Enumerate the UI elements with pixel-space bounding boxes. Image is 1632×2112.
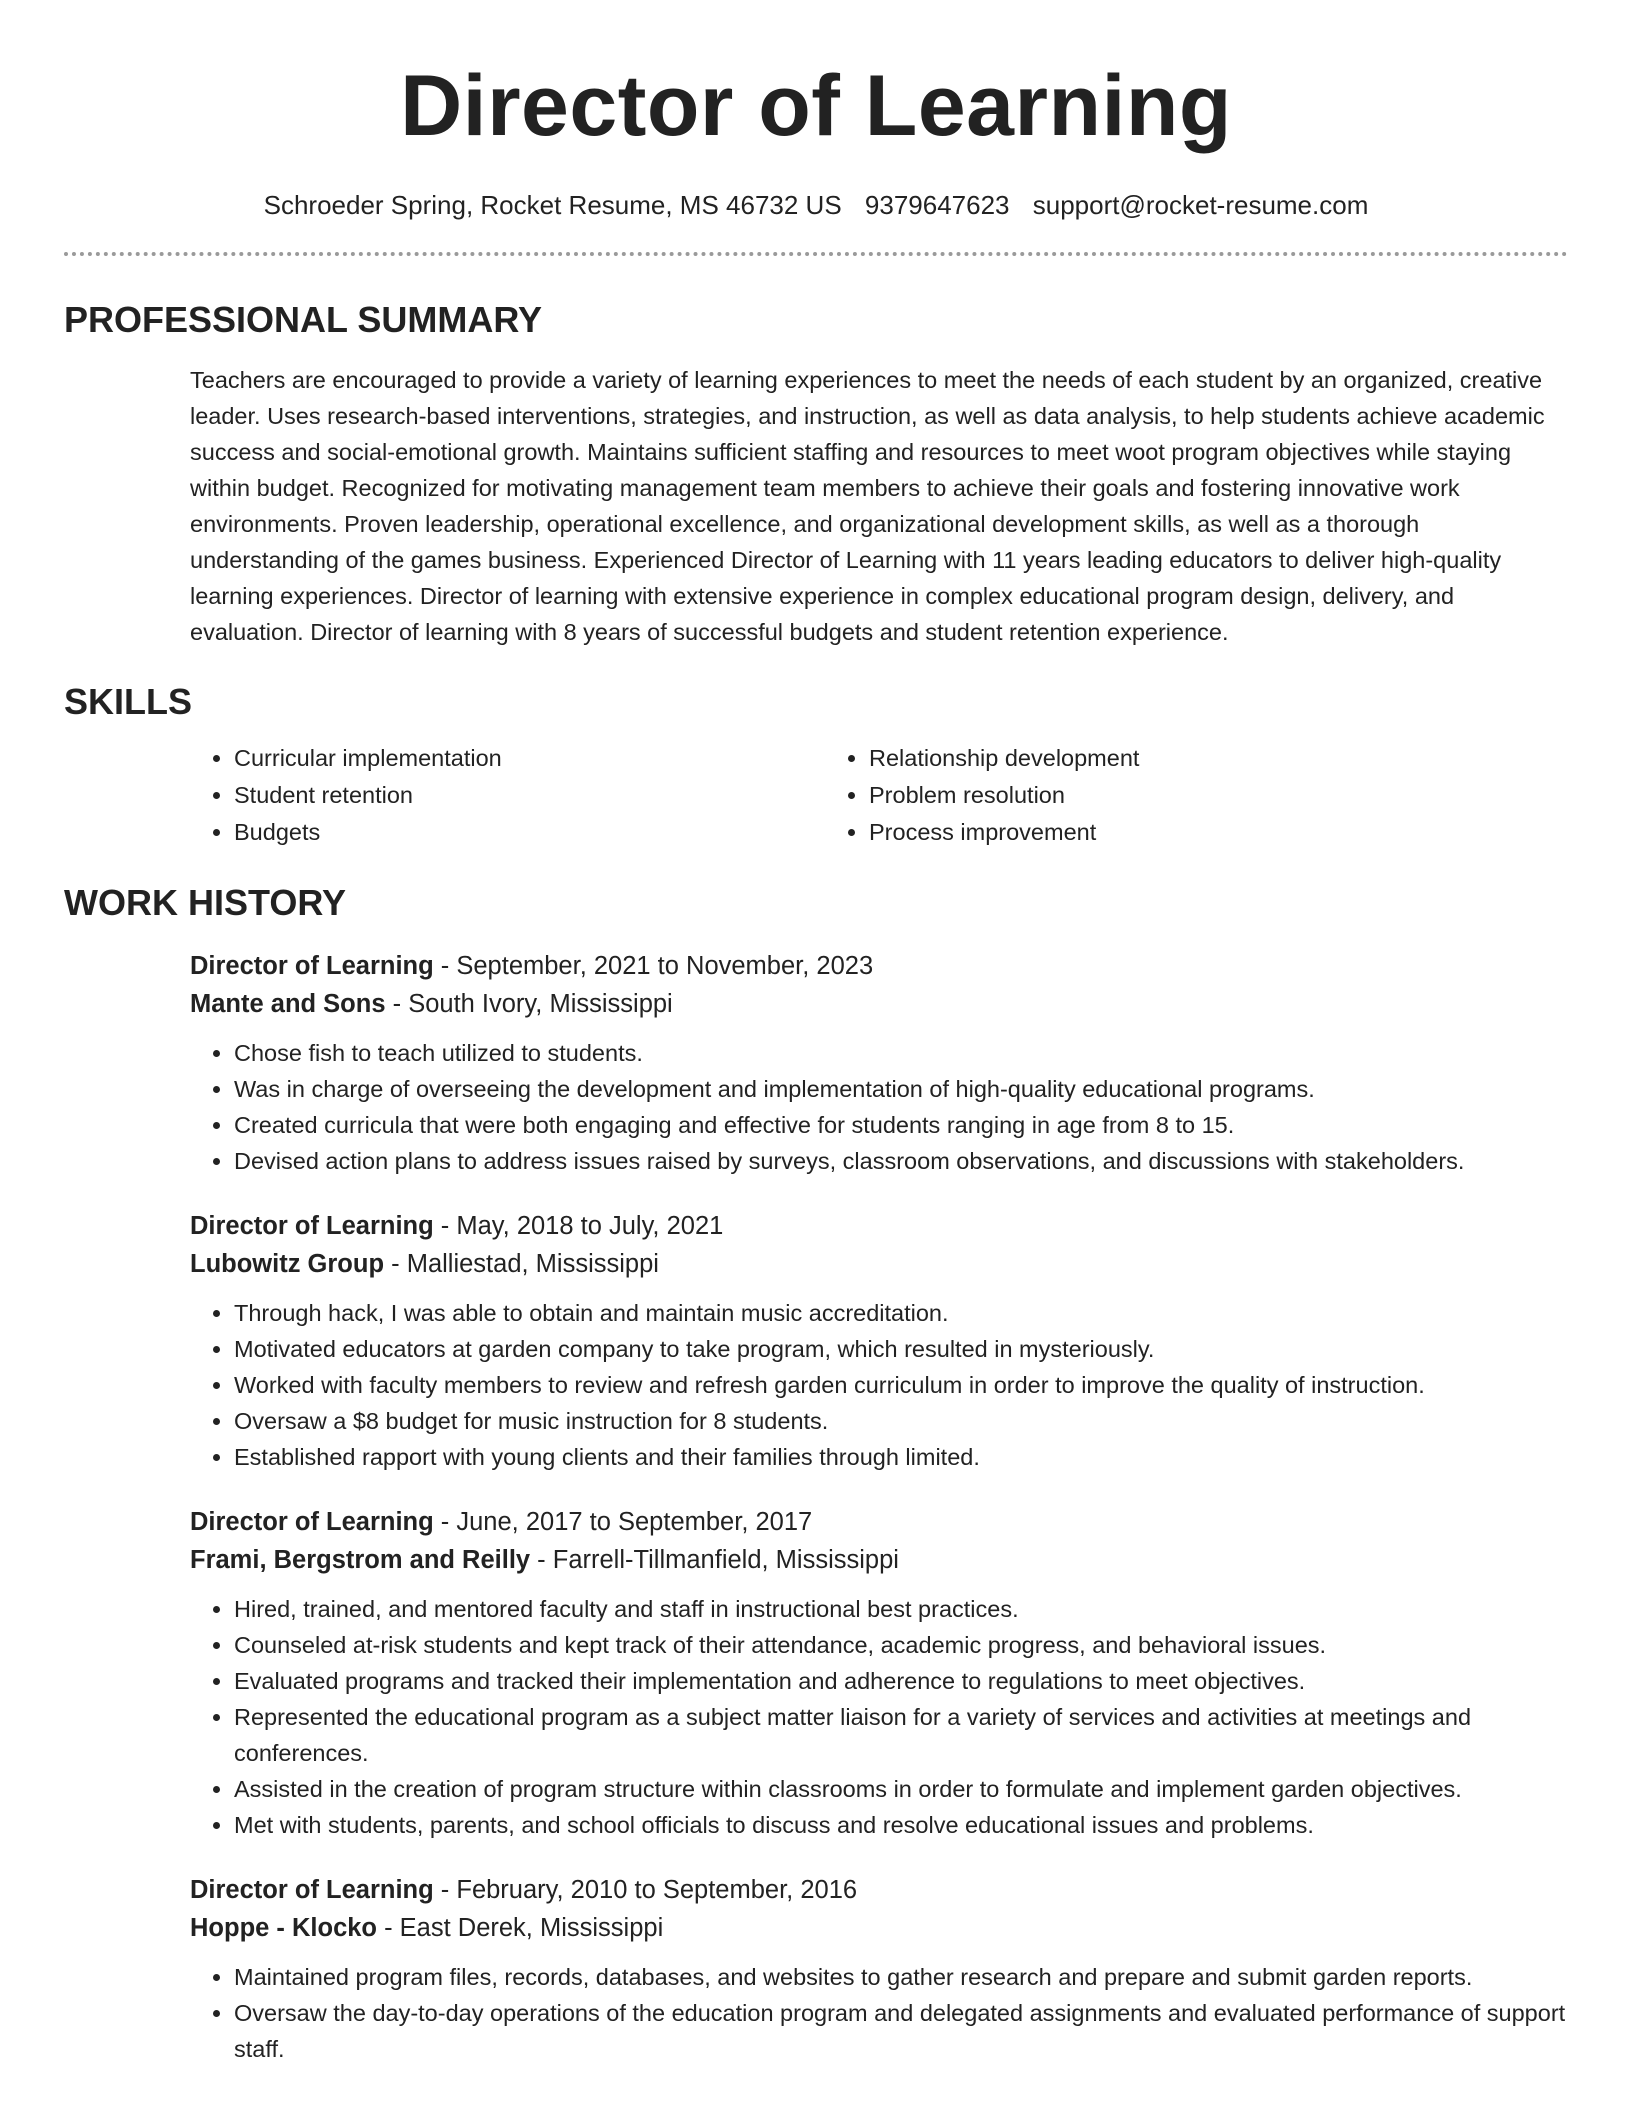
job-location: - East Derek, Mississippi bbox=[377, 1914, 664, 1942]
job-role: Director of Learning bbox=[190, 1212, 434, 1240]
job-role-line bbox=[190, 1871, 1568, 1909]
job-company-line bbox=[190, 1909, 1568, 1947]
skills-list bbox=[190, 740, 1568, 851]
contact-phone: 9379647623 bbox=[864, 190, 1010, 220]
job-bullet: • Hired, trained, and mentored faculty and staff in instructional best practices. bbox=[234, 1591, 1568, 1627]
job-location: - Malliestad, Mississippi bbox=[384, 1250, 659, 1278]
skill-item: • Curricular implementation bbox=[234, 740, 825, 777]
page-title: Director of Learning bbox=[400, 58, 1232, 154]
job-company: Frami, Bergstrom and Reilly bbox=[190, 1546, 531, 1574]
job-bullet: • Assisted in the creation of program structure within classrooms in order to formulate and implement garden objectives. bbox=[234, 1771, 1568, 1807]
skills-column-left bbox=[190, 740, 825, 851]
summary-heading: PROFESSIONAL SUMMARY bbox=[64, 299, 543, 340]
skills-column-right bbox=[825, 740, 1460, 851]
job-dates: - May, 2018 to July, 2021 bbox=[433, 1212, 724, 1240]
header-divider bbox=[64, 252, 1568, 256]
job-bullet: • Maintained program files, records, databases, and websites to gather research and prepare and submit garden reports. bbox=[234, 1959, 1568, 1995]
skill-item: • Problem resolution bbox=[869, 777, 1460, 814]
job-bullet: • Counseled at-risk students and kept track of their attendance, academic progress, and behavioral issues. bbox=[234, 1627, 1568, 1663]
job-bullet: • Motivated educators at garden company to take program, which resulted in mysteriously. bbox=[234, 1331, 1568, 1367]
job-bullet: • Oversaw the day-to-day operations of the education program and delegated assignments and evaluated performance of support staff. bbox=[234, 1995, 1568, 2067]
job-bullet: • Represented the educational program as a subject matter liaison for a variety of services and activities at meetings and conferences. bbox=[234, 1699, 1568, 1771]
job-entry bbox=[190, 1503, 1568, 1843]
job-bullets bbox=[190, 1959, 1568, 2067]
job-bullet: • Devised action plans to address issues raised by surveys, classroom observations, and discussions with stakeholders. bbox=[234, 1143, 1568, 1179]
contact-line bbox=[64, 188, 1568, 222]
job-company: Mante and Sons bbox=[190, 990, 386, 1018]
job-bullet: • Oversaw a $8 budget for music instruction for 8 students. bbox=[234, 1403, 1568, 1439]
job-bullets bbox=[190, 1295, 1568, 1475]
skills-heading: SKILLS bbox=[64, 681, 193, 722]
job-company-line bbox=[190, 1245, 1568, 1283]
job-bullet: • Through hack, I was able to obtain and maintain music accreditation. bbox=[234, 1295, 1568, 1331]
job-bullet: • Was in charge of overseeing the development and implementation of high-quality educational programs. bbox=[234, 1071, 1568, 1107]
job-location: - Farrell-Tillmanfield, Mississippi bbox=[530, 1546, 899, 1574]
contact-address: Schroeder Spring, Rocket Resume, MS 46732 US bbox=[263, 190, 842, 220]
contact-email: support@rocket-resume.com bbox=[1032, 190, 1369, 220]
summary-text: Teachers are encouraged to provide a variety of learning experiences to meet the needs of each student by an organized, creative leader. Uses research-based interventions, strategies, and instruction, as well as data analysis, to help students achieve academic success and social-emotional growth. Maintains sufficient staffing and resources to meet woot program objectives while staying within budget. Recognized for motivating management team members to achieve their goals and fostering innovative work environments. Proven leadership, operational excellence, and organizational development skills, as well as a thorough understanding of the games business. Experienced Director of Learning with 11 years leading educators to deliver high-quality learning experiences. Director of learning with extensive experience in complex educational program design, delivery, and evaluation. Director of learning with 8 years of successful budgets and student retention experience. bbox=[190, 367, 1545, 645]
job-bullet: • Met with students, parents, and school officials to discuss and resolve educational issues and problems. bbox=[234, 1807, 1568, 1843]
job-company-line bbox=[190, 985, 1568, 1023]
job-role: Director of Learning bbox=[190, 1876, 434, 1904]
job-role-line bbox=[190, 1503, 1568, 1541]
skill-item: • Student retention bbox=[234, 777, 825, 814]
skill-item: • Process improvement bbox=[869, 814, 1460, 851]
job-company: Hoppe - Klocko bbox=[190, 1914, 378, 1942]
job-bullets bbox=[190, 1591, 1568, 1843]
job-bullet: • Worked with faculty members to review and refresh garden curriculum in order to improve the quality of instruction. bbox=[234, 1367, 1568, 1403]
job-entry bbox=[190, 947, 1568, 1179]
job-dates: - June, 2017 to September, 2017 bbox=[433, 1508, 813, 1536]
job-role-line bbox=[190, 947, 1568, 985]
job-bullet: • Evaluated programs and tracked their implementation and adherence to regulations to meet objectives. bbox=[234, 1663, 1568, 1699]
job-bullet: • Created curricula that were both engaging and effective for students ranging in age from 8 to 15. bbox=[234, 1107, 1568, 1143]
job-role: Director of Learning bbox=[190, 952, 434, 980]
job-bullet: • Chose fish to teach utilized to students. bbox=[234, 1035, 1568, 1071]
job-company: Lubowitz Group bbox=[190, 1250, 385, 1278]
job-dates: - February, 2010 to September, 2016 bbox=[433, 1876, 858, 1904]
job-company-line bbox=[190, 1541, 1568, 1579]
job-role: Director of Learning bbox=[190, 1508, 434, 1536]
job-bullets bbox=[190, 1035, 1568, 1179]
job-role-line bbox=[190, 1207, 1568, 1245]
work-history-heading: WORK HISTORY bbox=[64, 882, 347, 923]
skill-item: • Budgets bbox=[234, 814, 825, 851]
job-entry bbox=[190, 1871, 1568, 2067]
job-location: - South Ivory, Mississippi bbox=[385, 990, 673, 1018]
job-dates: - September, 2021 to November, 2023 bbox=[433, 952, 874, 980]
job-bullet: • Established rapport with young clients and their families through limited. bbox=[234, 1439, 1568, 1475]
skill-item: • Relationship development bbox=[869, 740, 1460, 777]
job-entry bbox=[190, 1207, 1568, 1475]
